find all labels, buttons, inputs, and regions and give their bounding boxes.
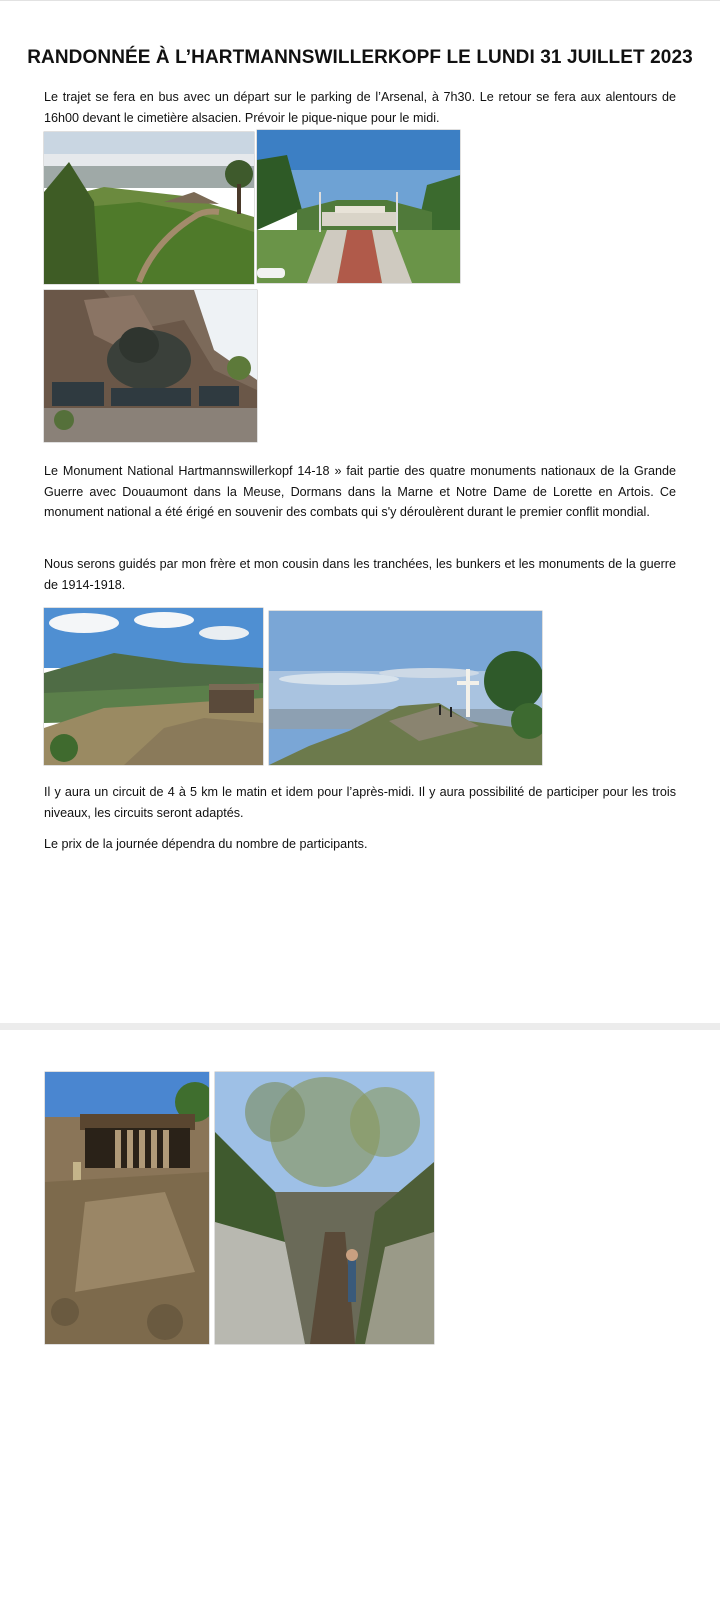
photo-trench-hiker [215,1072,434,1344]
photo-summit-path [44,132,254,284]
photo-wooden-bunker [45,1072,209,1344]
paragraph-transport: Le trajet se fera en bus avec un départ sur le parking de l’Arsenal, à 7h30. Le retour se fera aux alentours de 16h00 devant le cimetière alsacien. Prévoir le pique-nique pour le midi. [44,90,676,125]
document-page-2 [0,1030,720,1600]
photo-summit-cross [269,611,542,765]
paragraph-circuit: Il y aura un circuit de 4 à 5 km le matin et idem pour l’après-midi. Il y aura possibilité de participer pour les trois niveaux, les circuits seront adaptés. [44,785,676,820]
photo-mountain-bunker [44,608,263,765]
paragraph-guides: Nous serons guidés par mon frère et mon cousin dans les tranchées, les bunkers et les monuments de la guerre de 1914-1918. [44,557,676,592]
paragraph-price: Le prix de la journée dépendra du nombre de participants. [44,837,368,851]
photo-bronze-sculpture [44,290,257,442]
document-title: RANDONNÉE À L’HARTMANNSWILLERKOPF LE LUNDI 31 JUILLET 2023 [27,47,693,68]
photo-national-monument [257,130,460,283]
paragraph-monument-history: Le Monument National Hartmannswillerkopf 14-18 » fait partie des quatre monuments nationaux de la Grande Guerre avec Douaumont dans la Meuse, Dormans dans la Marne et Notre Dame de Lorette en Artois. Ce monument national a été érigé en souvenir des combats qui s'y déroulèrent durant le premier conflit mondial. [44,464,676,519]
